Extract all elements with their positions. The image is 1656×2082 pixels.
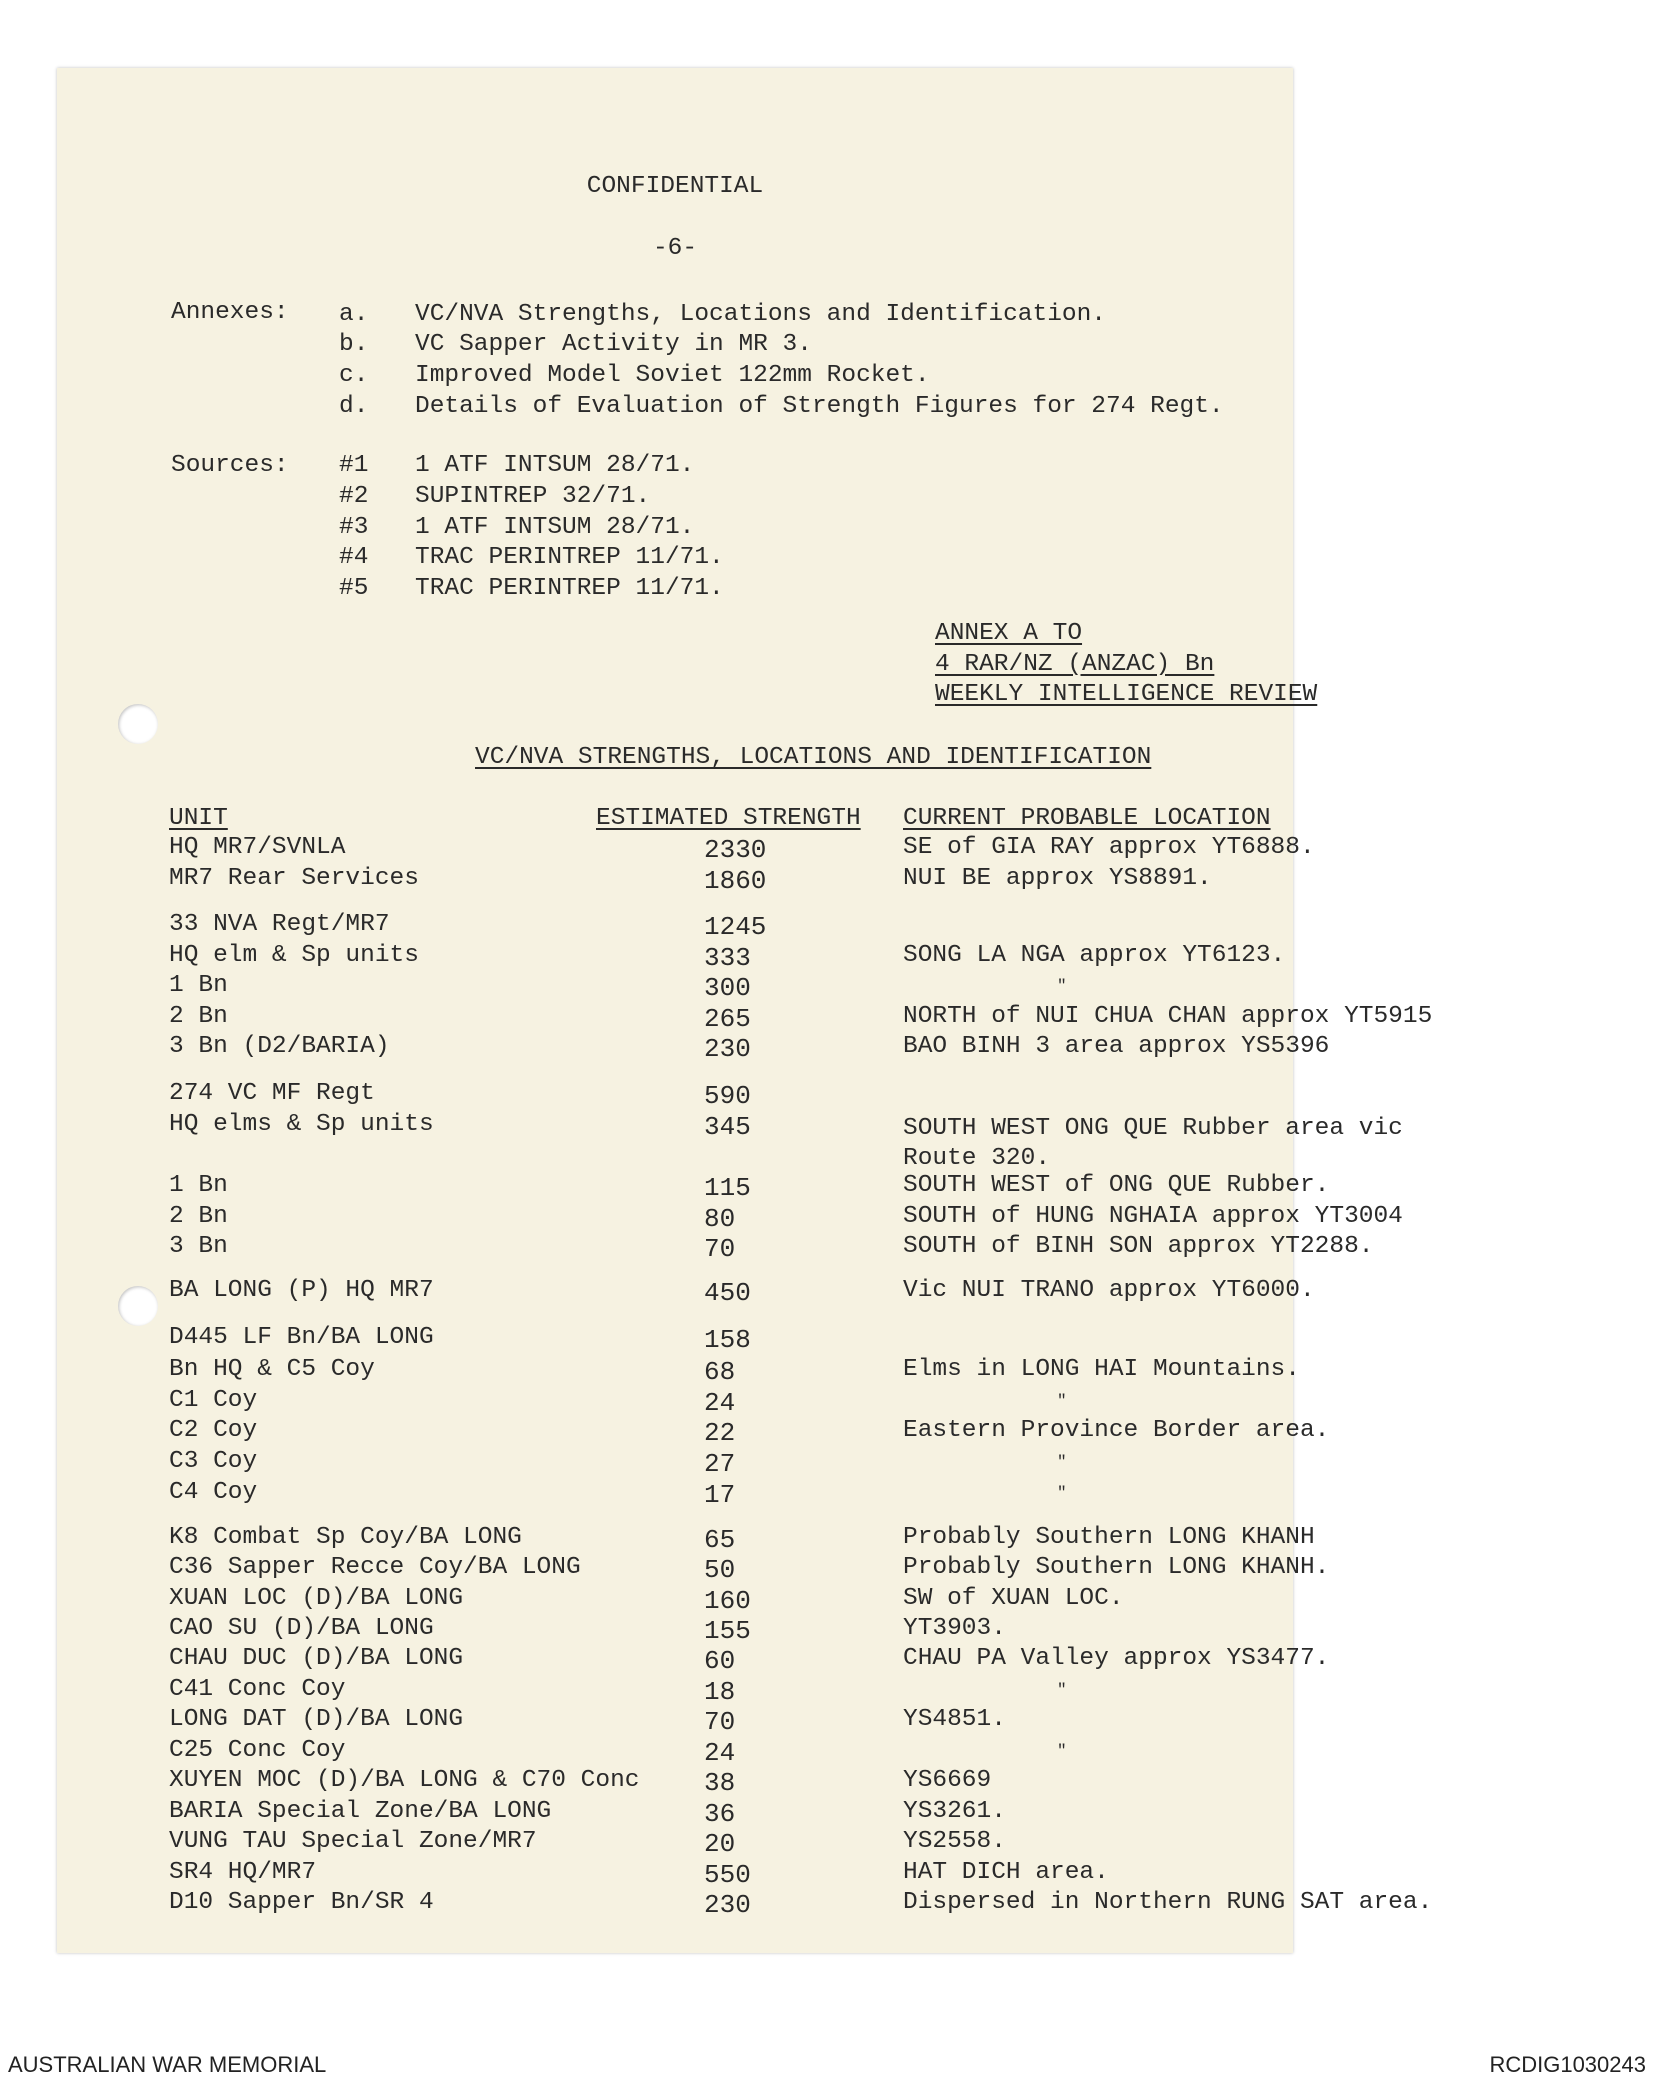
strength-cell: 18 — [704, 1677, 736, 1707]
unit-cell: C1 Coy — [169, 1387, 258, 1414]
annex-heading-line1: ANNEX A TO — [935, 620, 1083, 647]
location-cell: Probably Southern LONG KHANH. — [903, 1554, 1330, 1581]
unit-cell: C3 Coy — [169, 1448, 258, 1475]
strength-cell: 333 — [704, 943, 751, 973]
strength-cell: 550 — [704, 1860, 751, 1890]
source-text: SUPINTREP 32/71. — [415, 483, 651, 510]
source-text: 1 ATF INTSUM 28/71. — [415, 514, 695, 541]
unit-cell: D445 LF Bn/BA LONG — [169, 1324, 434, 1351]
location-cell: SOUTH WEST ONG QUE Rubber area vic — [903, 1115, 1403, 1142]
strength-cell: 1245 — [704, 912, 767, 942]
unit-cell: CHAU DUC (D)/BA LONG — [169, 1645, 464, 1672]
sources-label: Sources: — [171, 452, 289, 479]
unit-cell: 3 Bn — [169, 1233, 228, 1260]
strength-cell: 65 — [704, 1525, 736, 1555]
ditto-mark: " — [1057, 1392, 1067, 1410]
strength-cell: 300 — [704, 973, 751, 1003]
unit-cell: 33 NVA Regt/MR7 — [169, 911, 390, 938]
ditto-mark: " — [1057, 977, 1067, 995]
strength-cell: 115 — [704, 1173, 751, 1203]
strength-cell: 38 — [704, 1768, 736, 1798]
unit-cell: CAO SU (D)/BA LONG — [169, 1615, 434, 1642]
unit-cell: 274 VC MF Regt — [169, 1080, 375, 1107]
strength-cell: 450 — [704, 1278, 751, 1308]
strength-cell: 1860 — [704, 866, 767, 896]
strength-cell: 70 — [704, 1707, 736, 1737]
strength-cell: 230 — [704, 1034, 751, 1064]
unit-cell: BA LONG (P) HQ MR7 — [169, 1277, 434, 1304]
strength-cell: 24 — [704, 1738, 736, 1768]
strength-cell: 158 — [704, 1325, 751, 1355]
unit-cell: LONG DAT (D)/BA LONG — [169, 1706, 464, 1733]
location-cell: YS2558. — [903, 1828, 1006, 1855]
ditto-mark: " — [1057, 1453, 1067, 1471]
unit-cell: 1 Bn — [169, 1172, 228, 1199]
annex-heading-line3: WEEKLY INTELLIGENCE REVIEW — [935, 681, 1318, 708]
classification-heading: CONFIDENTIAL — [586, 173, 764, 200]
unit-cell: XUAN LOC (D)/BA LONG — [169, 1585, 464, 1612]
source-text: 1 ATF INTSUM 28/71. — [415, 452, 695, 479]
strength-cell: 80 — [704, 1204, 736, 1234]
unit-cell: 1 Bn — [169, 972, 228, 999]
source-text: TRAC PERINTREP 11/71. — [415, 544, 724, 571]
column-header-location: CURRENT PROBABLE LOCATION — [903, 805, 1271, 832]
unit-cell: C2 Coy — [169, 1417, 258, 1444]
ditto-mark: " — [1057, 1742, 1067, 1760]
unit-cell: C41 Conc Coy — [169, 1676, 346, 1703]
unit-cell: XUYEN MOC (D)/BA LONG & C70 Conc — [169, 1767, 640, 1794]
strength-cell: 22 — [704, 1418, 736, 1448]
strength-cell: 590 — [704, 1081, 751, 1111]
strength-cell: 345 — [704, 1112, 751, 1142]
location-cell: SE of GIA RAY approx YT6888. — [903, 834, 1315, 861]
location-cell: NORTH of NUI CHUA CHAN approx YT5915 — [903, 1003, 1433, 1030]
annex-text: VC/NVA Strengths, Locations and Identification. — [415, 301, 1107, 328]
unit-cell: MR7 Rear Services — [169, 865, 419, 892]
footer-left: AUSTRALIAN WAR MEMORIAL — [8, 2052, 327, 2077]
annex-text: VC Sapper Activity in MR 3. — [415, 331, 812, 358]
column-header-strength: ESTIMATED STRENGTH — [596, 805, 861, 832]
strength-cell: 36 — [704, 1799, 736, 1829]
punch-hole — [118, 1286, 158, 1326]
strength-cell: 17 — [704, 1480, 736, 1510]
unit-cell: 3 Bn (D2/BARIA) — [169, 1033, 390, 1060]
strength-cell: 68 — [704, 1357, 736, 1387]
strength-cell: 230 — [704, 1890, 751, 1920]
strength-cell: 265 — [704, 1004, 751, 1034]
location-cell: HAT DICH area. — [903, 1859, 1109, 1886]
column-header-unit: UNIT — [169, 805, 228, 832]
annex-letter: d. — [339, 393, 369, 420]
annex-text: Details of Evaluation of Strength Figures for 274 Regt. — [415, 393, 1224, 420]
annexes-label: Annexes: — [171, 299, 289, 326]
unit-cell: C25 Conc Coy — [169, 1737, 346, 1764]
location-cell: Probably Southern LONG KHANH — [903, 1524, 1315, 1551]
location-cell: Elms in LONG HAI Mountains. — [903, 1356, 1300, 1383]
source-text: TRAC PERINTREP 11/71. — [415, 575, 724, 602]
source-ref: #1 — [339, 452, 369, 479]
strength-cell: 160 — [704, 1586, 751, 1616]
strength-cell: 50 — [704, 1555, 736, 1585]
strength-cell: 24 — [704, 1388, 736, 1418]
unit-cell: VUNG TAU Special Zone/MR7 — [169, 1828, 537, 1855]
unit-cell: C4 Coy — [169, 1479, 258, 1506]
location-cell: SOUTH of HUNG NGHAIA approx YT3004 — [903, 1203, 1403, 1230]
strength-cell: 27 — [704, 1449, 736, 1479]
location-cell: YT3903. — [903, 1615, 1006, 1642]
location-cell: YS6669 — [903, 1767, 992, 1794]
ditto-mark: " — [1057, 1484, 1067, 1502]
footer-right: RCDIG1030243 — [1489, 2052, 1646, 2077]
strength-cell: 20 — [704, 1829, 736, 1859]
location-cell: Vic NUI TRANO approx YT6000. — [903, 1277, 1315, 1304]
strength-cell: 70 — [704, 1234, 736, 1264]
unit-cell: HQ elm & Sp units — [169, 942, 419, 969]
unit-cell: HQ elms & Sp units — [169, 1111, 434, 1138]
source-ref: #3 — [339, 514, 369, 541]
unit-cell: 2 Bn — [169, 1003, 228, 1030]
unit-cell: K8 Combat Sp Coy/BA LONG — [169, 1524, 522, 1551]
punch-hole — [118, 704, 158, 744]
source-ref: #5 — [339, 575, 369, 602]
location-cell: CHAU PA Valley approx YS3477. — [903, 1645, 1330, 1672]
location-cell: NUI BE approx YS8891. — [903, 865, 1212, 892]
unit-cell: C36 Sapper Recce Coy/BA LONG — [169, 1554, 581, 1581]
unit-cell: Bn HQ & C5 Coy — [169, 1356, 375, 1383]
location-cell: SW of XUAN LOC. — [903, 1585, 1124, 1612]
location-cell: SOUTH WEST of ONG QUE Rubber. — [903, 1172, 1330, 1199]
location-cell: Dispersed in Northern RUNG SAT area. — [903, 1889, 1433, 1916]
page-number: -6- — [652, 235, 698, 262]
location-cell: Eastern Province Border area. — [903, 1417, 1330, 1444]
location-cell: BAO BINH 3 area approx YS5396 — [903, 1033, 1330, 1060]
unit-cell: 2 Bn — [169, 1203, 228, 1230]
location-cell: SOUTH of BINH SON approx YT2288. — [903, 1233, 1374, 1260]
ditto-mark: " — [1057, 1681, 1067, 1699]
location-cell: Route 320. — [903, 1145, 1051, 1172]
annex-letter: b. — [339, 331, 369, 358]
annex-letter: c. — [339, 362, 369, 389]
document-page — [57, 68, 1433, 1953]
location-cell: YS3261. — [903, 1798, 1006, 1825]
strength-cell: 155 — [704, 1616, 751, 1646]
unit-cell: HQ MR7/SVNLA — [169, 834, 346, 861]
unit-cell: D10 Sapper Bn/SR 4 — [169, 1889, 434, 1916]
location-cell: YS4851. — [903, 1706, 1006, 1733]
source-ref: #4 — [339, 544, 369, 571]
annex-heading-line2: 4 RAR/NZ (ANZAC) Bn — [935, 651, 1215, 678]
unit-cell: SR4 HQ/MR7 — [169, 1859, 317, 1886]
location-cell: SONG LA NGA approx YT6123. — [903, 942, 1286, 969]
strength-cell: 60 — [704, 1646, 736, 1676]
annex-text: Improved Model Soviet 122mm Rocket. — [415, 362, 930, 389]
annex-letter: a. — [339, 301, 369, 328]
source-ref: #2 — [339, 483, 369, 510]
unit-cell: BARIA Special Zone/BA LONG — [169, 1798, 552, 1825]
strength-cell: 2330 — [704, 835, 767, 865]
table-title: VC/NVA STRENGTHS, LOCATIONS AND IDENTIFICATION — [475, 744, 1152, 771]
